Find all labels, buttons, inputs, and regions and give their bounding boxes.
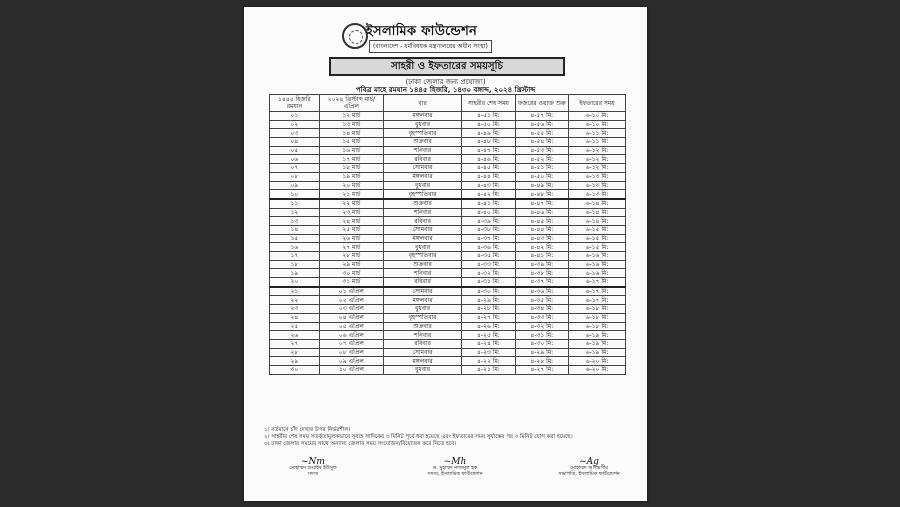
table-cell: সোমবার xyxy=(383,164,461,173)
signer-name: ড. মুহাম্মদ নাজমুল হক xyxy=(432,465,478,471)
table-cell: শনিবার xyxy=(383,331,461,340)
table-row xyxy=(270,129,626,138)
table-cell: ০২ xyxy=(270,120,320,129)
signer-name: মোহাম্মদ শুয়াইব ইউসুফ xyxy=(289,465,337,471)
table-cell: ৪-৩৯ মি: xyxy=(515,260,568,269)
table-cell: ১২ xyxy=(270,208,320,217)
table-cell: ০৩ xyxy=(270,129,320,138)
table-cell: সোমবার xyxy=(383,225,461,234)
table-cell: বুধবার xyxy=(383,243,461,252)
table-cell: বুধবার xyxy=(383,305,461,314)
table-cell: ৪-৩১ মি: xyxy=(515,331,568,340)
table-cell: শুক্রবার xyxy=(383,260,461,269)
table-row xyxy=(270,208,626,217)
table-cell: ৬-১০ মি: xyxy=(569,112,626,121)
table-cell: ৬-১৫ মি: xyxy=(569,243,626,252)
table-cell: মঙ্গলবার xyxy=(383,112,461,121)
table-cell: মঙ্গলবার xyxy=(383,357,461,366)
table-row xyxy=(270,357,626,366)
table-cell: ০৩ এপ্রিল xyxy=(319,305,383,314)
table-row xyxy=(270,225,626,234)
table-cell: ২৫ মার্চ xyxy=(319,225,383,234)
table-cell: ০১ xyxy=(270,112,320,121)
table-cell: বুধবার xyxy=(383,181,461,190)
table-cell: ৬-১৪ মি: xyxy=(569,217,626,226)
table-cell: সোমবার xyxy=(383,348,461,357)
table-cell: ৪-৩৩ মি: xyxy=(515,313,568,322)
table-cell: ৬-১৩ মি: xyxy=(569,181,626,190)
table-cell: ৪-৩৫ মি: xyxy=(515,296,568,305)
table-cell: ৬-২০ মি: xyxy=(569,365,626,374)
table-row xyxy=(270,217,626,226)
table-cell: ৪-৩২ মি: xyxy=(515,322,568,331)
table-cell: ২০ মার্চ xyxy=(319,181,383,190)
table-cell: রবিবার xyxy=(383,339,461,348)
table-row xyxy=(270,190,626,199)
table-cell: ৪-২২ মি: xyxy=(462,357,515,366)
table-cell: শনিবার xyxy=(383,208,461,217)
table-cell: ৪-৩৩ মি: xyxy=(462,260,515,269)
table-cell: ০৯ এপ্রিল xyxy=(319,357,383,366)
table-cell: ৪-৩৫ মি: xyxy=(462,252,515,261)
table-cell: ০৫ xyxy=(270,146,320,155)
col-header: ফজরের ওয়াক্ত শুরু xyxy=(515,95,568,112)
table-cell: ৩০ মার্চ xyxy=(319,269,383,278)
table-cell: শুক্রবার xyxy=(383,138,461,147)
table-cell: ৪-৩০ মি: xyxy=(515,339,568,348)
table-cell: ৬-১৮ মি: xyxy=(569,305,626,314)
table-cell: শনিবার xyxy=(383,146,461,155)
table-cell: ১২ মার্চ xyxy=(319,112,383,121)
table-cell: ৬-১২ মি: xyxy=(569,155,626,164)
table-cell: ০১ এপ্রিল xyxy=(319,287,383,296)
table-cell: বৃহস্পতিবার xyxy=(383,313,461,322)
table-cell: ৬-১৯ মি: xyxy=(569,331,626,340)
schedule-document xyxy=(244,7,647,501)
table-cell: ৬-১০ মি: xyxy=(569,120,626,129)
table-cell: ১৪ মার্চ xyxy=(319,129,383,138)
table-cell: ৪-৫০ মি: xyxy=(515,172,568,181)
table-cell: ২১ xyxy=(270,287,320,296)
table-cell: ০৮ xyxy=(270,172,320,181)
table-cell: ১০ এপ্রিল xyxy=(319,365,383,374)
table-cell: ২৬ xyxy=(270,331,320,340)
table-row xyxy=(270,172,626,181)
signature-scrawl: ~Nm xyxy=(301,457,325,467)
table-cell: ৬-১৮ মি: xyxy=(569,322,626,331)
table-cell: ৪-৪১ মি: xyxy=(515,252,568,261)
table-cell: ৪-৪৯ মি: xyxy=(515,181,568,190)
table-cell: ৪-৫১ মি: xyxy=(515,164,568,173)
signer-title: সদস্য xyxy=(307,471,319,477)
table-cell: ০৪ এপ্রিল xyxy=(319,313,383,322)
table-cell: ০৭ xyxy=(270,164,320,173)
table-cell: ৬-১৭ মি: xyxy=(569,296,626,305)
table-cell: রবিবার xyxy=(383,278,461,287)
table-cell: ৪-৪৬ মি: xyxy=(462,155,515,164)
signature-block xyxy=(534,459,644,477)
table-cell: বৃহস্পতিবার xyxy=(383,129,461,138)
table-cell: ২৭ xyxy=(270,339,320,348)
table-cell: ৪-৫১ মি: xyxy=(462,112,515,121)
table-cell: ১৬ xyxy=(270,243,320,252)
table-cell: ৪-৩৬ মি: xyxy=(462,243,515,252)
table-cell: ২৯ xyxy=(270,357,320,366)
table-cell: ০২ এপ্রিল xyxy=(319,296,383,305)
table-cell: ১৯ xyxy=(270,269,320,278)
table-cell: ৬-১৪ মি: xyxy=(569,208,626,217)
table-cell: ৪-৪৪ মি: xyxy=(462,172,515,181)
table-cell: ৬-১৫ মি: xyxy=(569,225,626,234)
table-cell: ১৪ xyxy=(270,225,320,234)
table-row xyxy=(270,313,626,322)
table-cell: মঙ্গলবার xyxy=(383,234,461,243)
table-cell: ২৮ মার্চ xyxy=(319,252,383,261)
table-cell: ২৯ মার্চ xyxy=(319,260,383,269)
table-cell: ২৫ xyxy=(270,322,320,331)
table-cell: ১৬ মার্চ xyxy=(319,146,383,155)
table-cell: ৬-১৮ মি: xyxy=(569,313,626,322)
table-cell: ০৭ এপ্রিল xyxy=(319,339,383,348)
table-cell: ৬-১৬ মি: xyxy=(569,252,626,261)
table-cell: ৪-২৮ মি: xyxy=(515,357,568,366)
table-row xyxy=(270,234,626,243)
table-cell: ২১ মার্চ xyxy=(319,190,383,199)
table-cell: ৪-৩১ মি: xyxy=(462,278,515,287)
table-cell: ৪-৪৭ মি: xyxy=(462,146,515,155)
table-cell: ০৮ এপ্রিল xyxy=(319,348,383,357)
table-row xyxy=(270,287,626,296)
table-cell: ০৪ xyxy=(270,138,320,147)
table-cell: ০৯ xyxy=(270,181,320,190)
table-cell: ৪-২৭ মি: xyxy=(462,313,515,322)
table-row xyxy=(270,269,626,278)
table-cell: ২৪ মার্চ xyxy=(319,217,383,226)
table-cell: ১৩ xyxy=(270,217,320,226)
table-cell: শুক্রবার xyxy=(383,322,461,331)
table-row xyxy=(270,146,626,155)
table-cell: ৪-৪৩ মি: xyxy=(515,234,568,243)
note-line: ১। বর্তমানে চাঁদ দেখার উপর নির্ভরশীল। xyxy=(264,427,351,433)
table-cell: ৬-১২ মি: xyxy=(569,164,626,173)
col-header: ইফতারের সময় xyxy=(569,95,626,112)
col-header: ২০২৪ খ্রিস্টাব্দ মার্চ/এপ্রিল xyxy=(319,95,383,112)
table-cell: ৪-২৫ মি: xyxy=(462,331,515,340)
table-cell: ৬-১৬ মি: xyxy=(569,269,626,278)
table-cell: ৪-৪৮ মি: xyxy=(462,138,515,147)
table-cell: ৪-৫৫ মি: xyxy=(515,129,568,138)
table-cell: ৪-৪৭ মি: xyxy=(515,199,568,208)
table-cell: ৬-২০ মি: xyxy=(569,357,626,366)
ministry-line: (বাংলাদেশ - ধর্মবিষয়ক মন্ত্রণালয়ের অধীন সংস্থা) xyxy=(369,40,492,53)
table-cell: ৪-৩৭ মি: xyxy=(515,278,568,287)
table-row xyxy=(270,296,626,305)
table-row xyxy=(270,348,626,357)
table-cell: ০৬ এপ্রিল xyxy=(319,331,383,340)
table-cell: ১৭ মার্চ xyxy=(319,155,383,164)
table-cell: ৪-৪৬ মি: xyxy=(515,208,568,217)
table-cell: ৪-৫৬ মি: xyxy=(515,120,568,129)
table-row xyxy=(270,365,626,374)
col-header: বার xyxy=(383,95,461,112)
table-cell: ৬-১৫ মি: xyxy=(569,234,626,243)
table-cell: ১৩ মার্চ xyxy=(319,120,383,129)
table-cell: ৬-১৭ মি: xyxy=(569,287,626,296)
signer-name: মোহাম্মদ আলমগীর xyxy=(569,465,609,471)
table-cell: ৪-২৯ মি: xyxy=(515,348,568,357)
table-cell: বুধবার xyxy=(383,120,461,129)
table-cell: ১১ xyxy=(270,199,320,208)
table-cell: ৪-৪৯ মি: xyxy=(462,129,515,138)
table-cell: ৪-৩৮ মি: xyxy=(462,225,515,234)
table-cell: ৬-১৬ মি: xyxy=(569,260,626,269)
table-cell: ৪-৪১ মি: xyxy=(462,199,515,208)
org-name: ইসলামিক ফাউন্ডেশন xyxy=(366,24,478,39)
table-cell: ২৩ মার্চ xyxy=(319,208,383,217)
table-cell: ৬-১৪ মি: xyxy=(569,199,626,208)
schedule-title: সাহরী ও ইফতারের সময়সূচি xyxy=(329,57,565,76)
table-cell: ৪-৩৯ মি: xyxy=(462,217,515,226)
table-cell: ৬-১১ মি: xyxy=(569,138,626,147)
table-cell: ৩০ xyxy=(270,365,320,374)
table-cell: ১০ xyxy=(270,190,320,199)
table-cell: ২৪ xyxy=(270,313,320,322)
table-row xyxy=(270,112,626,121)
table-cell: ৪-৪২ মি: xyxy=(515,243,568,252)
table-cell: ২৬ মার্চ xyxy=(319,234,383,243)
note-line: ৩। ঢাকা জেলার সময়ের সাথে অন্যান্য জেলার সময় সংযোজন/বিয়োজন করে নিতে হবে। xyxy=(264,441,457,447)
table-cell: ৪-২৩ মি: xyxy=(462,348,515,357)
table-cell: ৩১ মার্চ xyxy=(319,278,383,287)
table-cell: রবিবার xyxy=(383,155,461,164)
area-note: (ঢাকা জেলার জন্য প্রযোজ্য) xyxy=(405,78,486,86)
col-header: সাহরীর শেষ সময় xyxy=(462,95,515,112)
table-cell: ৬-১৭ মি: xyxy=(569,278,626,287)
table-cell: মঙ্গলবার xyxy=(383,296,461,305)
foundation-logo-icon xyxy=(342,23,368,49)
table-row xyxy=(270,322,626,331)
table-cell: ৪-৫৪ মি: xyxy=(515,138,568,147)
period-line: পবিত্র মাহে রমযান ১৪৪৫ হিজরি, ১৪৩০ বঙ্গাব্দ, ২০২৪ খ্রিস্টাব্দ xyxy=(355,86,536,94)
table-cell: ২৩ xyxy=(270,305,320,314)
table-row xyxy=(270,164,626,173)
table-cell: ১৫ xyxy=(270,234,320,243)
table-cell: ৬-১৯ মি: xyxy=(569,348,626,357)
table-row xyxy=(270,252,626,261)
signer-title: সভাপতি, ইসলামিক ফাউন্ডেশন xyxy=(558,471,620,477)
table-row xyxy=(270,260,626,269)
table-row xyxy=(270,120,626,129)
table-cell: রবিবার xyxy=(383,217,461,226)
table-cell: ৪-৫৩ মি: xyxy=(515,146,568,155)
table-cell: ১৮ xyxy=(270,260,320,269)
table-cell: ০৬ xyxy=(270,155,320,164)
table-cell: ১৮ মার্চ xyxy=(319,164,383,173)
table-cell: ৪-৪২ মি: xyxy=(462,190,515,199)
table-cell: ৪-৪৫ মি: xyxy=(462,164,515,173)
table-cell: বৃহস্পতিবার xyxy=(383,190,461,199)
table-cell: ৪-২৭ মি: xyxy=(515,365,568,374)
table-cell: ৪-৪৫ মি: xyxy=(515,217,568,226)
table-cell: ৪-৫৭ মি: xyxy=(515,112,568,121)
table-cell: ২৮ xyxy=(270,348,320,357)
table-cell: ২০ xyxy=(270,278,320,287)
table-cell: ৪-২৯ মি: xyxy=(462,296,515,305)
table-row xyxy=(270,243,626,252)
table-cell: ৪-৩৬ মি: xyxy=(515,287,568,296)
table-cell: ৪-৩৭ মি: xyxy=(462,234,515,243)
table-cell: ৪-৪৮ মি: xyxy=(515,190,568,199)
table-header-row xyxy=(270,95,626,112)
table-cell: ৪-৩২ মি: xyxy=(462,269,515,278)
notes xyxy=(264,427,632,448)
table-row xyxy=(270,138,626,147)
table-cell: ৪-২১ মি: xyxy=(462,365,515,374)
schedule-table xyxy=(269,94,626,375)
table-row xyxy=(270,331,626,340)
table-row xyxy=(270,305,626,314)
table-cell: ২৭ মার্চ xyxy=(319,243,383,252)
table-cell: ০৫ এপ্রিল xyxy=(319,322,383,331)
note-line: ২। সাহরীর শেষ সময় সতর্কতামূলকভাবে সুবহে সাদিকের ৩ মিনিট পূর্বে ধরা হয়েছে এবং ইফতারের সময় সূর্যাস্তের পর ৩ মিনিট যোগ করা হয়েছে। xyxy=(264,434,573,440)
table-cell: ৪-৫২ মি: xyxy=(515,155,568,164)
signature-scrawl: ~Ag xyxy=(579,457,599,467)
table-cell: ৪-৪০ মি: xyxy=(462,208,515,217)
table-cell: ৪-২৪ মি: xyxy=(462,339,515,348)
table-cell: শনিবার xyxy=(383,269,461,278)
table-cell: ২২ মার্চ xyxy=(319,199,383,208)
table-row xyxy=(270,155,626,164)
table-cell: ৪-৩৪ মি: xyxy=(515,305,568,314)
table-row xyxy=(270,339,626,348)
table-cell: ৬-১১ মি: xyxy=(569,129,626,138)
table-cell: ৬-১৩ মি: xyxy=(569,190,626,199)
table-cell: ৪-৪৪ মি: xyxy=(515,225,568,234)
table-row xyxy=(270,278,626,287)
table-row xyxy=(270,199,626,208)
signature-block xyxy=(390,459,520,477)
table-cell: বুধবার xyxy=(383,365,461,374)
table-cell: ২২ xyxy=(270,296,320,305)
table-cell: ৪-৩০ মি: xyxy=(462,287,515,296)
table-cell: ৪-৪৩ মি: xyxy=(462,181,515,190)
table-cell: ৪-৩৮ মি: xyxy=(515,269,568,278)
signature-scrawl: ~Mh xyxy=(443,457,467,467)
table-cell: বৃহস্পতিবার xyxy=(383,252,461,261)
signature-block xyxy=(258,459,368,477)
table-cell: ৬-১৯ মি: xyxy=(569,339,626,348)
table-cell: ৬-১৩ মি: xyxy=(569,172,626,181)
table-cell: ৪-৫০ মি: xyxy=(462,120,515,129)
table-row xyxy=(270,181,626,190)
table-cell: ৪-২৮ মি: xyxy=(462,305,515,314)
table-cell: শুক্রবার xyxy=(383,199,461,208)
table-cell: ১৭ xyxy=(270,252,320,261)
table-cell: ১৫ মার্চ xyxy=(319,138,383,147)
signer-title: সদস্য, ইসলামিক ফাউন্ডেশন xyxy=(427,471,483,477)
table-cell: ৪-২৬ মি: xyxy=(462,322,515,331)
col-header: ১৪৪৫ হিজরি রমযান xyxy=(270,95,320,112)
table-cell: ১৯ মার্চ xyxy=(319,172,383,181)
table-cell: সোমবার xyxy=(383,287,461,296)
table-cell: ৬-১২ মি: xyxy=(569,146,626,155)
table-cell: মঙ্গলবার xyxy=(383,172,461,181)
